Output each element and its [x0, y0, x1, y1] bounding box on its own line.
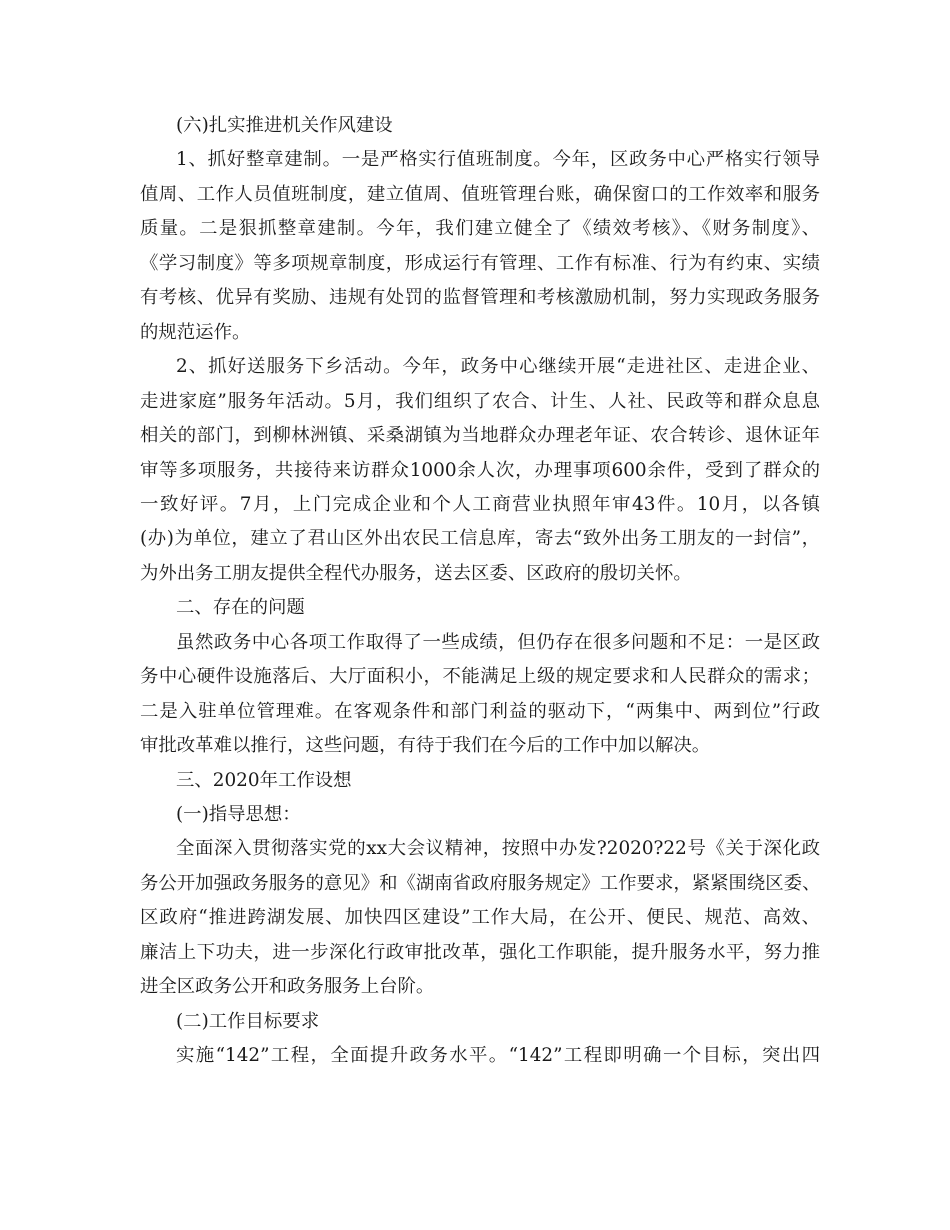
text-line: (六)扎实推进机关作风建设 [176, 115, 393, 136]
text-line: 审等多项服务，共接待来访群众1000余人次，办理事项600余件，受到了群众的 [140, 459, 820, 481]
text-line: 务中心硬件设施落后、大厅面积小，不能满足上级的规定要求和人民群众的需求； [140, 666, 820, 688]
text-line: 审批改革难以推行，这些问题，有待于我们在今后的工作中加以解决。 [140, 735, 711, 757]
text-line: 相关的部门，到柳林洲镇、采桑湖镇为当地群众办理老年证、农合转诊、退休证年 [140, 425, 820, 447]
text-line: (二)工作目标要求 [176, 1010, 320, 1032]
text-line: 实施“142”工程，全面提升政务水平。“142”工程即明确一个目标，突出四 [176, 1045, 820, 1067]
text-line: 进全区政务公开和政务服务上台阶。 [140, 976, 435, 998]
text-line: 廉洁上下功夫，进一步深化行政审批改革，强化工作职能，提升服务水平，努力推 [140, 941, 820, 963]
text-line: 2、抓好送服务下乡活动。今年，政务中心继续开展“走进社区、走进企业、 [176, 356, 820, 378]
text-line: 二是入驻单位管理难。在客观条件和部门利益的驱动下，“两集中、两到位”行政 [140, 700, 820, 722]
text-line: 的规范运作。 [140, 321, 251, 343]
text-line: (一)指导思想： [176, 804, 301, 825]
text-line: 区政府“推进跨湖发展、加快四区建设”工作大局，在公开、便民、规范、高效、 [140, 907, 820, 929]
text-line: 有考核、优异有奖励、违规有处罚的监督管理和考核激励机制，努力实现政务服务 [140, 287, 820, 309]
text-line: 全面深入贯彻落实党的xx大会议精神，按照中办发?2020?22号《关于深化政 [176, 838, 820, 860]
text-line: 二、存在的问题 [176, 597, 305, 619]
text-line: 为外出务工朋友提供全程代办服务，送去区委、区政府的殷切关怀。 [140, 562, 692, 584]
text-line: 务公开加强政务服务的意见》和《湖南省政府服务规定》工作要求，紧紧围绕区委、 [140, 872, 821, 894]
text-line: 三、2020年工作设想 [176, 769, 352, 791]
text-line: 一致好评。7月，上门完成企业和个人工商营业执照年审43件。10月，以各镇 [140, 493, 820, 515]
text-line: 走进家庭”服务年活动。5月，我们组织了农合、计生、人社、民政等和群众息息 [140, 390, 820, 412]
text-line: (办)为单位，建立了君山区外出农民工信息库，寄去“致外出务工朋友的一封信”， [140, 528, 820, 550]
text-line: 值周、工作人员值班制度，建立值周、值班管理台账，确保窗口的工作效率和服务 [140, 183, 820, 205]
text-line: 质量。二是狠抓整章建制。今年，我们建立健全了《绩效考核》、《财务制度》、 [140, 218, 820, 240]
text-line: 虽然政务中心各项工作取得了一些成绩，但仍存在很多问题和不足：一是区政 [176, 631, 820, 653]
text-line: 1、抓好整章建制。一是严格实行值班制度。今年，区政务中心严格实行领导 [176, 149, 820, 171]
text-line: 《学习制度》等多项规章制度，形成运行有管理、工作有标准、行为有约束、实绩 [140, 252, 820, 274]
